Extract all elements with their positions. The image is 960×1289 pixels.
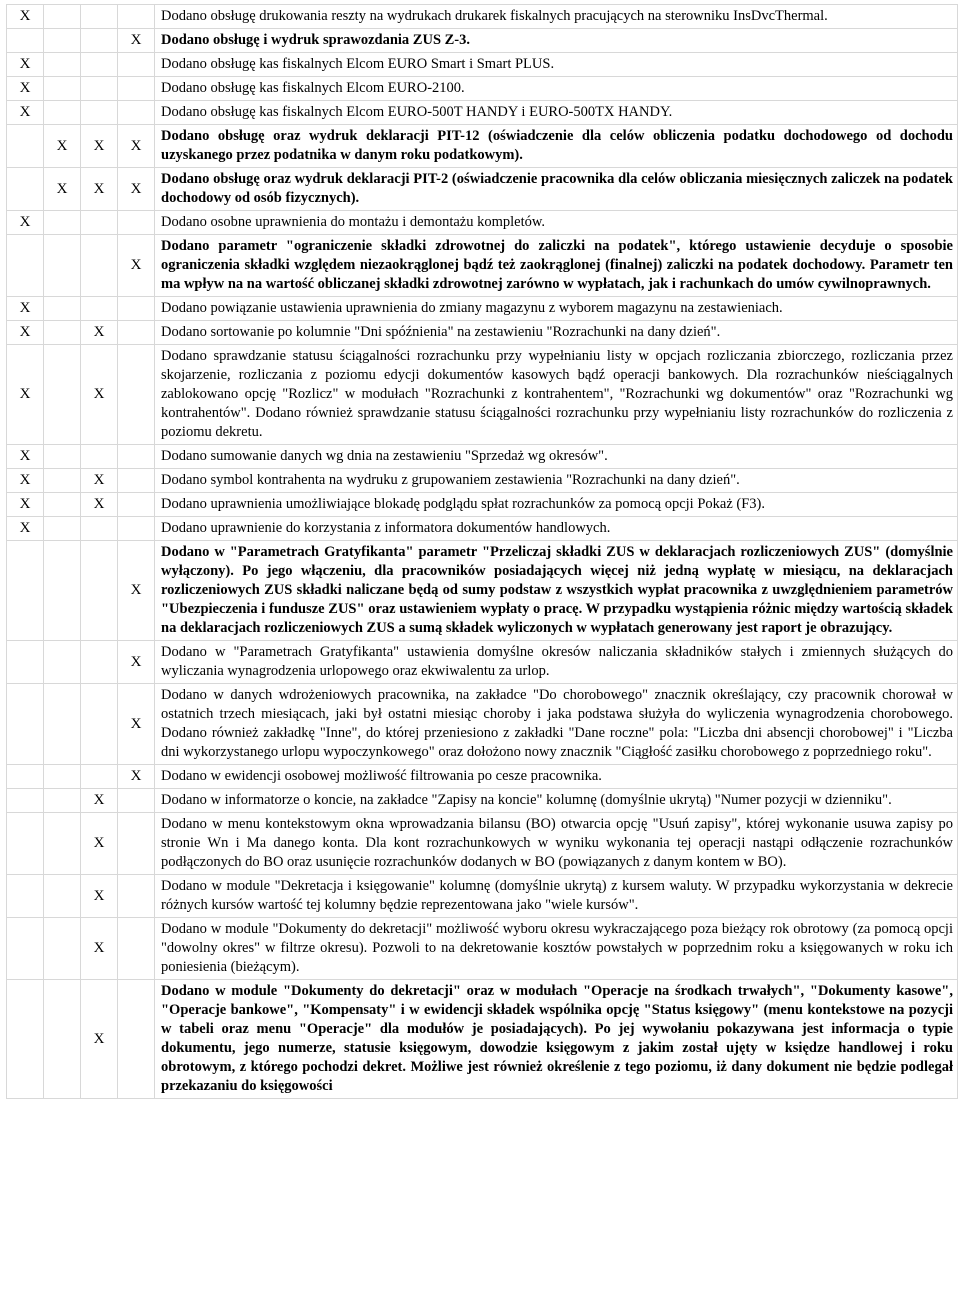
module-mark-col-2 [44, 517, 81, 541]
change-description: Dodano obsługę oraz wydruk deklaracji PIT-2 (oświadczenie pracownika dla celów obliczania miesięcznych zaliczek na podatek dochodowy od osób fizycznych). [155, 168, 958, 211]
module-mark-col-4: X [118, 541, 155, 641]
table-row [7, 789, 958, 813]
table-row [7, 641, 958, 684]
module-mark-col-4 [118, 5, 155, 29]
module-mark-col-4 [118, 517, 155, 541]
module-mark-col-1 [7, 813, 44, 875]
change-description: Dodano sumowanie danych wg dnia na zestawieniu "Sprzedaż wg okresów". [155, 445, 958, 469]
table-row [7, 29, 958, 53]
change-description: Dodano powiązanie ustawienia uprawnienia do zmiany magazynu z wyborem magazynu na zestawieniach. [155, 297, 958, 321]
module-mark-col-4 [118, 297, 155, 321]
module-mark-col-2 [44, 813, 81, 875]
module-mark-col-2 [44, 445, 81, 469]
module-mark-col-2: X [44, 168, 81, 211]
module-mark-col-4: X [118, 125, 155, 168]
module-mark-col-1: X [7, 53, 44, 77]
module-mark-col-1: X [7, 77, 44, 101]
module-mark-col-4 [118, 813, 155, 875]
module-mark-col-1 [7, 168, 44, 211]
module-mark-col-3: X [81, 345, 118, 445]
change-description: Dodano w module "Dokumenty do dekretacji" oraz w modułach "Operacje na środkach trwałych", "Dokumenty kasowe", "Operacje bankowe", "Kompensaty" i w ewidencji składek wspólnika opcję "Status księgowy" (menu kontekstowe na pozycji w tabeli oraz menu "Operacje" dla modułów je posiadających). Po jej wywołaniu pokazywana jest informacja o typie dokumentu, jego numerze, statusie księgowym, dowodzie księgowym z jakim został ujęty w księdze handlowej i roku obrotowym, z którego pochodzi dekret. Możliwe jest również określenie z tego poziomu, iż dany dokument nie będzie podlegał przekazaniu do księgowości [155, 980, 958, 1099]
table-row [7, 53, 958, 77]
changelog-body [7, 5, 958, 1099]
table-row [7, 493, 958, 517]
module-mark-col-3 [81, 29, 118, 53]
module-mark-col-2 [44, 789, 81, 813]
module-mark-col-2 [44, 101, 81, 125]
table-row [7, 980, 958, 1099]
change-description: Dodano obsługę i wydruk sprawozdania ZUS Z-3. [155, 29, 958, 53]
module-mark-col-3 [81, 235, 118, 297]
module-mark-col-2 [44, 875, 81, 918]
module-mark-col-3 [81, 53, 118, 77]
module-mark-col-4 [118, 53, 155, 77]
change-description: Dodano w "Parametrach Gratyfikanta" ustawienia domyślne okresów naliczania składników stałych i zmiennych służących do wyliczania wynagrodzenia urlopowego oraz ekwiwalentu za urlop. [155, 641, 958, 684]
module-mark-col-1: X [7, 321, 44, 345]
module-mark-col-4 [118, 875, 155, 918]
table-row [7, 684, 958, 765]
table-row [7, 918, 958, 980]
module-mark-col-2 [44, 53, 81, 77]
change-description: Dodano w "Parametrach Gratyfikanta" parametr "Przeliczaj składki ZUS w deklaracjach rozliczeniowych ZUS" (domyślnie wyłączony). Po jego włączeniu, dla pracowników posiadających więcej niż jedną wypłatę w miesiącu, na deklaracjach rozliczeniowych ZUS składki naliczane będą od sumy podstaw z wszystkich wypłat pracownika z uwzględnieniem parametrów "Ubezpieczenia i fundusze ZUS" oraz ustawieniem wypłaty o pracę. W przypadku wystąpienia różnic między wartością składek na deklaracjach rozliczeniowych ZUS a sumą składek wyliczonych w wypłatach generowany jest raport je obrazujący. [155, 541, 958, 641]
module-mark-col-1: X [7, 469, 44, 493]
module-mark-col-2 [44, 321, 81, 345]
table-row [7, 445, 958, 469]
module-mark-col-4: X [118, 29, 155, 53]
module-mark-col-3 [81, 211, 118, 235]
module-mark-col-3 [81, 684, 118, 765]
module-mark-col-4 [118, 211, 155, 235]
module-mark-col-2 [44, 345, 81, 445]
module-mark-col-1: X [7, 297, 44, 321]
table-row [7, 469, 958, 493]
table-row [7, 813, 958, 875]
module-mark-col-3: X [81, 980, 118, 1099]
table-row [7, 5, 958, 29]
module-mark-col-2 [44, 765, 81, 789]
change-description: Dodano parametr "ograniczenie składki zdrowotnej do zaliczki na podatek", którego ustawienie decyduje o sposobie ograniczenia składki względem niezaokrąglonej bądź też zaokrąglonej (finalnej) zaliczki na podatek dochodowy. Parametr ten ma wpływ na na wartość obliczanej składki zdrowotnej zarówno w wypłatach, jak i rachunkach do umów cywilnoprawnych. [155, 235, 958, 297]
module-mark-col-4: X [118, 235, 155, 297]
module-mark-col-3 [81, 445, 118, 469]
change-description: Dodano obsługę kas fiskalnych Elcom EURO-500T HANDY i EURO-500TX HANDY. [155, 101, 958, 125]
table-row [7, 297, 958, 321]
table-row [7, 345, 958, 445]
change-description: Dodano w module "Dokumenty do dekretacji" możliwość wyboru okresu wykraczającego poza bieżący rok obrotowy (za pomocą opcji "dowolny okres" w filtrze okresu). Pozwoli to na dekretowanie kosztów powstałych w poprzednim roku a księgowanych w roku ich poniesienia (bieżącym). [155, 918, 958, 980]
module-mark-col-3: X [81, 813, 118, 875]
change-description: Dodano w module "Dekretacja i księgowanie" kolumnę (domyślnie ukrytą) z kursem waluty. W przypadku wykorzystania w dekrecie różnych kursów wartość tej kolumny będzie reprezentowana jako "wiele kursów". [155, 875, 958, 918]
table-row [7, 321, 958, 345]
module-mark-col-4 [118, 980, 155, 1099]
module-mark-col-1 [7, 125, 44, 168]
module-mark-col-4: X [118, 765, 155, 789]
module-mark-col-1 [7, 765, 44, 789]
module-mark-col-2 [44, 235, 81, 297]
module-mark-col-3: X [81, 875, 118, 918]
module-mark-col-1: X [7, 101, 44, 125]
table-row [7, 77, 958, 101]
table-row [7, 517, 958, 541]
module-mark-col-1 [7, 918, 44, 980]
module-mark-col-4 [118, 789, 155, 813]
module-mark-col-1 [7, 29, 44, 53]
module-mark-col-3 [81, 297, 118, 321]
module-mark-col-3 [81, 101, 118, 125]
module-mark-col-4 [118, 345, 155, 445]
module-mark-col-3: X [81, 493, 118, 517]
table-row [7, 125, 958, 168]
module-mark-col-3 [81, 641, 118, 684]
module-mark-col-3: X [81, 168, 118, 211]
module-mark-col-3 [81, 541, 118, 641]
module-mark-col-2 [44, 469, 81, 493]
change-description: Dodano obsługę oraz wydruk deklaracji PIT-12 (oświadczenie dla celów obliczenia podatku dochodowego od dochodu uzyskanego przez podatnika w danym roku podatkowym). [155, 125, 958, 168]
table-row [7, 765, 958, 789]
change-description: Dodano obsługę drukowania reszty na wydrukach drukarek fiskalnych pracujących na sterowniku InsDvcThermal. [155, 5, 958, 29]
module-mark-col-1 [7, 789, 44, 813]
module-mark-col-2 [44, 5, 81, 29]
module-mark-col-3: X [81, 125, 118, 168]
module-mark-col-4 [118, 493, 155, 517]
table-row [7, 168, 958, 211]
module-mark-col-1: X [7, 345, 44, 445]
table-row [7, 211, 958, 235]
module-mark-col-3: X [81, 918, 118, 980]
module-mark-col-1 [7, 541, 44, 641]
module-mark-col-4 [118, 918, 155, 980]
module-mark-col-4 [118, 469, 155, 493]
table-row [7, 875, 958, 918]
module-mark-col-4 [118, 77, 155, 101]
module-mark-col-2 [44, 29, 81, 53]
change-description: Dodano uprawnienia umożliwiające blokadę podglądu spłat rozrachunków za pomocą opcji Pokaż (F3). [155, 493, 958, 517]
module-mark-col-1: X [7, 493, 44, 517]
module-mark-col-4 [118, 321, 155, 345]
change-description: Dodano sprawdzanie statusu ściągalności rozrachunku przy wypełnianiu listy w opcjach rozliczania zbiorczego, rozliczania przez skojarzenie, rozliczania z poziomu edycji dokumentów kasowych bądź operacji bankowych. Dla rozrachunków nieściągalnych zablokowano opcję "Rozlicz" w modułach "Rozrachunki z kontrahentem", "Rozrachunki wg dokumentów" oraz "Rozrachunki wg kontrahentów". Dodano również sprawdzanie statusu ściągalności rozrachunku przy wypełnianiu listy rozrachunków do rozliczenia z poziomu dekretu. [155, 345, 958, 445]
module-mark-col-2: X [44, 125, 81, 168]
module-mark-col-2 [44, 641, 81, 684]
module-mark-col-1 [7, 980, 44, 1099]
module-mark-col-2 [44, 77, 81, 101]
change-description: Dodano uprawnienie do korzystania z informatora dokumentów handlowych. [155, 517, 958, 541]
module-mark-col-1: X [7, 211, 44, 235]
module-mark-col-1 [7, 641, 44, 684]
module-mark-col-1: X [7, 445, 44, 469]
change-description: Dodano obsługę kas fiskalnych Elcom EURO Smart i Smart PLUS. [155, 53, 958, 77]
module-mark-col-3 [81, 77, 118, 101]
module-mark-col-1: X [7, 5, 44, 29]
change-description: Dodano sortowanie po kolumnie "Dni spóźnienia" na zestawieniu "Rozrachunki na dany dzień". [155, 321, 958, 345]
module-mark-col-3 [81, 517, 118, 541]
change-description: Dodano osobne uprawnienia do montażu i demontażu kompletów. [155, 211, 958, 235]
module-mark-col-2 [44, 918, 81, 980]
module-mark-col-3: X [81, 789, 118, 813]
change-description: Dodano w menu kontekstowym okna wprowadzania bilansu (BO) otwarcia opcję "Usuń zapisy", której wykonanie usuwa zapisy po stronie Wn i Ma danego konta. Dla kont rozrachunkowych w wyniku wykonania tej operacji nastąpi odłączenie rozrachunków podłączonych do BO oraz usunięcie rozrachunków dodanych w BO (powiązanych z danym kontem w BO). [155, 813, 958, 875]
module-mark-col-1 [7, 875, 44, 918]
changelog-table [6, 4, 958, 1099]
module-mark-col-3 [81, 765, 118, 789]
change-description: Dodano w ewidencji osobowej możliwość filtrowania po cesze pracownika. [155, 765, 958, 789]
change-description: Dodano w informatorze o koncie, na zakładce "Zapisy na koncie" kolumnę (domyślnie ukrytą) "Numer pozycji w dzienniku". [155, 789, 958, 813]
module-mark-col-4 [118, 101, 155, 125]
table-row [7, 101, 958, 125]
module-mark-col-4: X [118, 641, 155, 684]
module-mark-col-1: X [7, 517, 44, 541]
change-description: Dodano w danych wdrożeniowych pracownika, na zakładce "Do chorobowego" znacznik określający, czy pracownik chorował w ostatnich trzech miesiącach, jaki był ostatni miesiąc choroby i jaka podstawa służyła do wyliczenia wynagrodzenia chorobowego. Dodano również zakładkę "Inne", do której przeniesiono z zakładki "Dane roczne" pola: "Liczba dni absencji chorobowej" i "Liczba dni wykorzystanego urlopu wypoczynkowego" oraz dołożono nowy znacznik "Ciągłość zasiłku chorobowego z poprzedniego roku". [155, 684, 958, 765]
module-mark-col-2 [44, 211, 81, 235]
table-row [7, 541, 958, 641]
module-mark-col-3 [81, 5, 118, 29]
change-description: Dodano obsługę kas fiskalnych Elcom EURO-2100. [155, 77, 958, 101]
module-mark-col-2 [44, 297, 81, 321]
change-description: Dodano symbol kontrahenta na wydruku z grupowaniem zestawienia "Rozrachunki na dany dzień". [155, 469, 958, 493]
module-mark-col-3: X [81, 321, 118, 345]
table-row [7, 235, 958, 297]
module-mark-col-3: X [81, 469, 118, 493]
module-mark-col-4 [118, 445, 155, 469]
module-mark-col-4: X [118, 168, 155, 211]
module-mark-col-1 [7, 235, 44, 297]
module-mark-col-2 [44, 980, 81, 1099]
module-mark-col-2 [44, 684, 81, 765]
module-mark-col-2 [44, 541, 81, 641]
module-mark-col-1 [7, 684, 44, 765]
module-mark-col-2 [44, 493, 81, 517]
module-mark-col-4: X [118, 684, 155, 765]
